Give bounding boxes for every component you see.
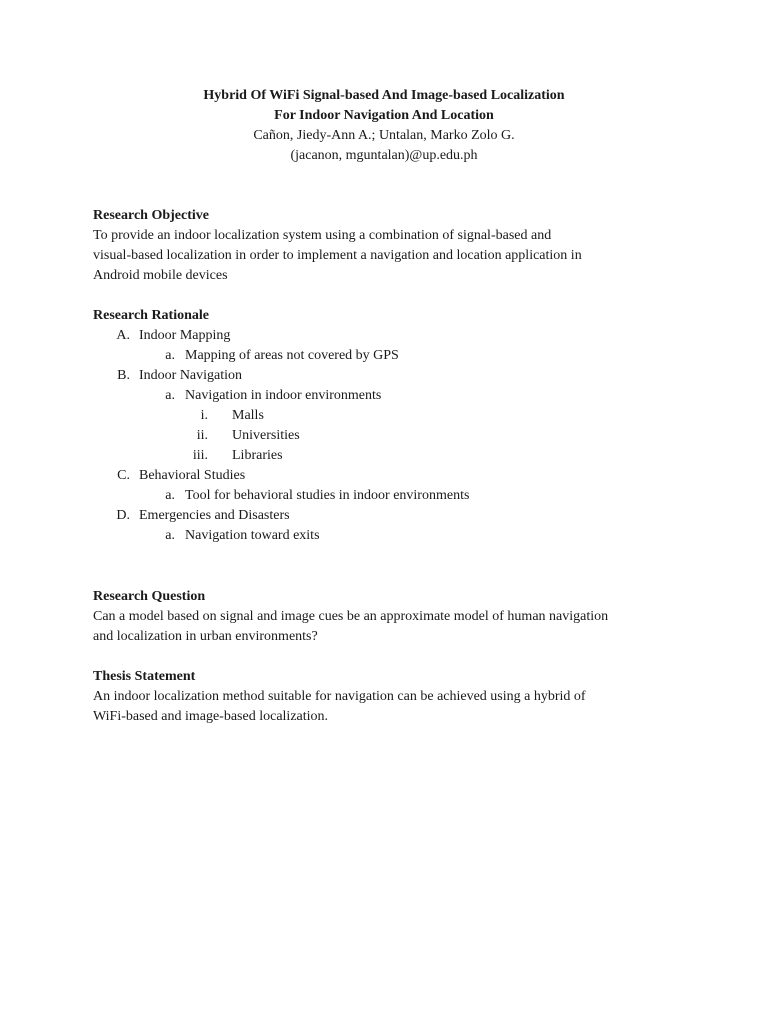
objective-line: To provide an indoor localization system using a combination of signal-based and	[93, 228, 552, 243]
thesis-statement-section	[93, 667, 683, 727]
list-item	[93, 466, 683, 486]
list-item	[93, 406, 683, 426]
list-marker: i.	[200, 408, 208, 423]
list-marker: iii.	[192, 448, 208, 463]
list-marker: D.	[116, 508, 130, 523]
list-item	[93, 486, 683, 506]
list-item-text: Indoor Navigation	[139, 368, 243, 383]
list-marker: A.	[116, 328, 130, 343]
list-marker: C.	[117, 468, 130, 483]
authors: Cañon, Jiedy-Ann A.; Untalan, Marko Zolo G.	[253, 128, 515, 143]
list-item	[93, 506, 683, 526]
list-item	[93, 426, 683, 446]
question-line: Can a model based on signal and image cues be an approximate model of human navigation	[93, 609, 609, 624]
list-item-text: Navigation toward exits	[185, 528, 320, 543]
list-item-text: Behavioral Studies	[139, 468, 246, 483]
research-objective-heading: Research Objective	[93, 208, 209, 223]
research-rationale-section	[93, 306, 683, 546]
list-item-text: Universities	[232, 428, 300, 443]
title-line-2: For Indoor Navigation And Location	[274, 108, 494, 123]
research-rationale-heading: Research Rationale	[93, 308, 209, 323]
thesis-statement-heading: Thesis Statement	[93, 669, 196, 684]
list-item	[93, 386, 683, 406]
list-item-text: Libraries	[232, 448, 283, 463]
list-item-text: Navigation in indoor environments	[185, 388, 382, 403]
list-marker: a.	[165, 348, 175, 363]
list-item	[93, 326, 683, 346]
question-line: and localization in urban environments?	[93, 629, 318, 644]
author-emails: (jacanon, mguntalan)@up.edu.ph	[290, 148, 478, 163]
list-item-text: Mapping of areas not covered by GPS	[185, 348, 399, 363]
list-marker: B.	[117, 368, 130, 383]
list-item	[93, 446, 683, 466]
document-header	[0, 86, 768, 166]
list-item	[93, 366, 683, 386]
list-item-text: Emergencies and Disasters	[139, 508, 290, 523]
objective-line: Android mobile devices	[93, 268, 228, 283]
list-item-text: Indoor Mapping	[139, 328, 231, 343]
thesis-statement-text	[93, 687, 683, 727]
research-objective-section	[93, 206, 683, 286]
research-question-text	[93, 607, 683, 647]
list-marker: a.	[165, 388, 175, 403]
list-item	[93, 346, 683, 366]
objective-line: visual-based localization in order to implement a navigation and location application in	[93, 248, 582, 263]
list-item	[93, 526, 683, 546]
title-line-1: Hybrid Of WiFi Signal-based And Image-based Localization	[203, 88, 565, 103]
list-item-text: Tool for behavioral studies in indoor environments	[185, 488, 470, 503]
list-marker: a.	[165, 528, 175, 543]
research-question-heading: Research Question	[93, 589, 206, 604]
list-marker: ii.	[196, 428, 208, 443]
list-item-text: Malls	[232, 408, 264, 423]
thesis-line: An indoor localization method suitable for navigation can be achieved using a hybrid of	[93, 689, 586, 704]
research-objective-text	[93, 226, 683, 286]
research-question-section	[93, 587, 683, 647]
thesis-line: WiFi-based and image-based localization.	[93, 709, 329, 724]
list-marker: a.	[165, 488, 175, 503]
